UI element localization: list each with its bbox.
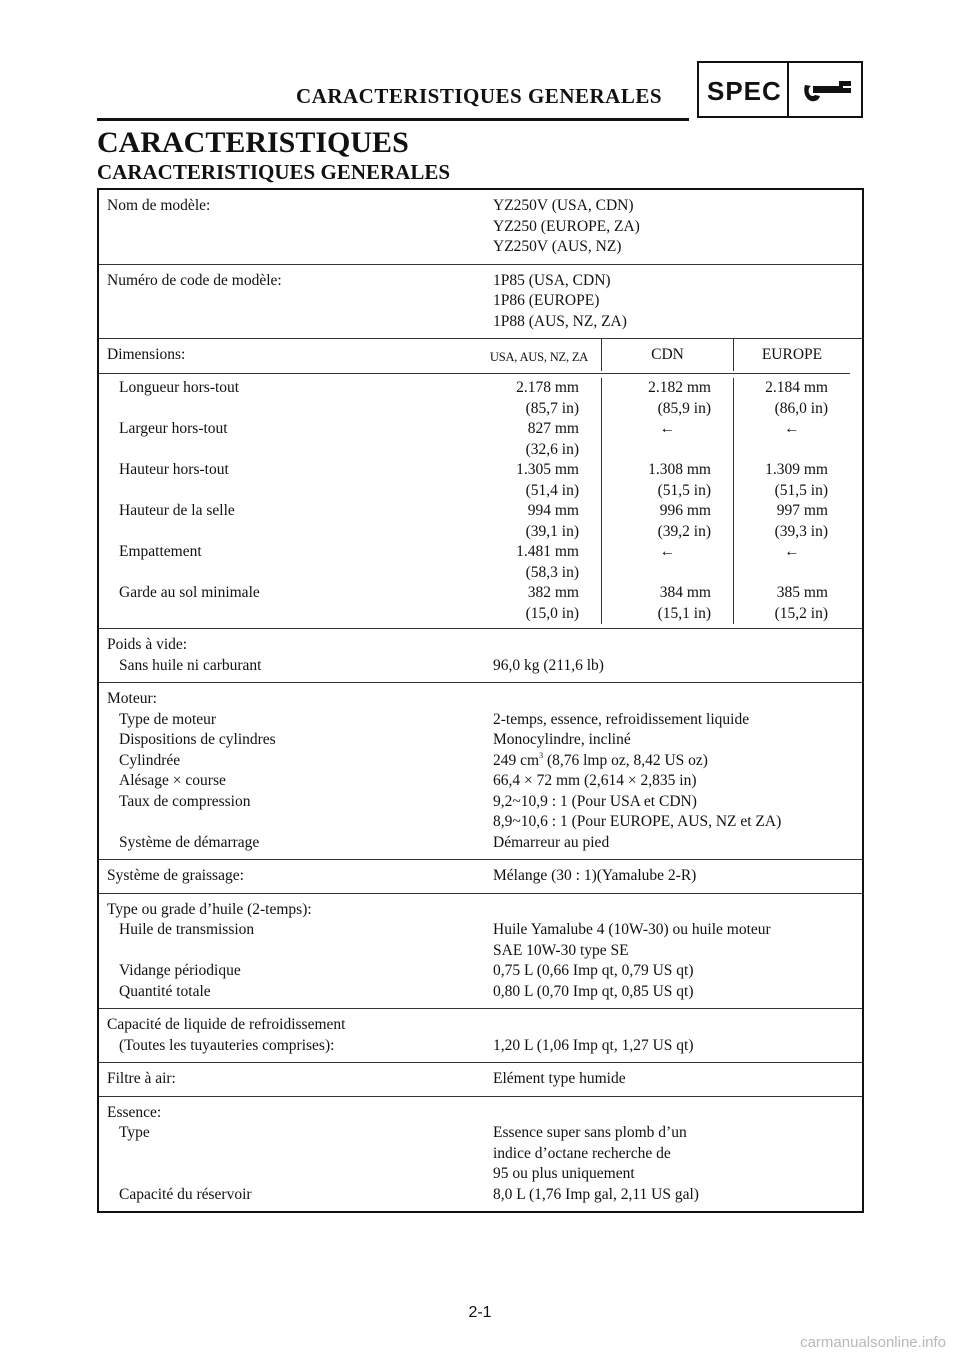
- coolant-label: Capacité de liquide de refroidissement: [107, 1016, 346, 1033]
- dimension-value: 2.182 mm: [601, 378, 733, 399]
- fuel-label: Essence:: [107, 1103, 162, 1121]
- dimension-value: 994 mm: [527, 502, 579, 519]
- dimension-value: [601, 440, 733, 461]
- engine-cyl-value: Monocylindre, incliné: [493, 731, 631, 748]
- dimension-value: 1.481 mm: [516, 543, 579, 560]
- header-title: CARACTERISTIQUES GENERALES: [296, 84, 663, 108]
- code-label: Numéro de code de modèle:: [107, 271, 282, 289]
- engine-disp-label: Cylindrée: [119, 751, 181, 769]
- engine-comp-value: 9,2~10,9 : 1 (Pour USA et CDN): [493, 792, 697, 810]
- dimension-value: ←: [733, 419, 850, 440]
- dimension-value: (85,7 in): [525, 399, 579, 417]
- engine-bore-label: Alésage × course: [119, 772, 226, 789]
- spec-badge-divider: [787, 63, 789, 116]
- model-value: YZ250V (AUS, NZ): [493, 238, 622, 255]
- dimensions-label: Dimensions:: [107, 346, 186, 363]
- dimensions-header-rule: [99, 373, 850, 374]
- dimension-label-spacer: [99, 481, 477, 502]
- air-filter-value: Elément type humide: [493, 1070, 626, 1087]
- dimension-value: 1.308 mm: [601, 460, 733, 481]
- weight-value: 96,0 kg (211,6 lb): [493, 656, 604, 674]
- dimension-value: 2.178 mm: [516, 379, 579, 396]
- oil-row: [99, 894, 862, 1009]
- wrench-icon: [801, 75, 853, 107]
- dimension-value: 1.305 mm: [516, 461, 579, 478]
- dimensions-col-header: EUROPE: [733, 339, 850, 371]
- dimensions-col-header: USA, AUS, NZ, ZA: [489, 350, 589, 364]
- dimension-label: Longueur hors-tout: [119, 379, 240, 396]
- code-value: 1P86 (EUROPE): [493, 292, 600, 309]
- dimension-value: (15,0 in): [525, 604, 579, 622]
- dimensions-grid: [99, 339, 862, 374]
- lubrication-label: Système de graissage:: [107, 867, 244, 884]
- engine-type-label: Type de moteur: [119, 710, 217, 728]
- code-value: 1P85 (USA, CDN): [493, 271, 611, 289]
- model-row: [99, 190, 862, 264]
- dimension-value: (51,5 in): [601, 481, 733, 502]
- engine-bore-value: 66,4 × 72 mm (2,614 × 2,835 in): [493, 772, 697, 789]
- dimension-label-spacer: [99, 604, 477, 625]
- model-value: YZ250V (USA, CDN): [493, 197, 634, 214]
- dimension-value: 827 mm: [527, 420, 579, 437]
- dimension-value: (39,2 in): [601, 522, 733, 543]
- dimension-value: [601, 563, 733, 584]
- engine-disp-value: [493, 751, 862, 772]
- dimension-value: (51,5 in): [733, 481, 850, 502]
- oil-trans-label: Huile de transmission: [119, 921, 255, 938]
- oil-trans-value: Huile Yamalube 4 (10W-30) ou huile moteur: [493, 921, 771, 938]
- coolant-value: 1,20 L (1,06 Imp qt, 1,27 US qt): [493, 1036, 694, 1054]
- oil-trans-value: SAE 10W-30 type SE: [493, 941, 629, 959]
- lubrication-value: Mélange (30 : 1)(Yamalube 2-R): [493, 867, 697, 884]
- dimension-label: Largeur hors-tout: [119, 420, 228, 437]
- air-filter-label: Filtre à air:: [107, 1070, 176, 1087]
- engine-disp-sup: 3: [539, 750, 544, 760]
- page-title: CARACTERISTIQUES: [97, 126, 409, 159]
- dimension-value: (15,1 in): [601, 604, 733, 625]
- engine-start-value: Démarreur au pied: [493, 833, 610, 851]
- engine-type-value: 2-temps, essence, refroidissement liquide: [493, 710, 750, 728]
- dimension-label: Empattement: [119, 543, 202, 560]
- dimension-value: (86,0 in): [733, 399, 850, 420]
- coolant-row: [99, 1009, 862, 1062]
- fuel-type-value: indice d’octane recherche de: [493, 1144, 671, 1162]
- dimension-value: 2.184 mm: [733, 378, 850, 399]
- dimension-label-spacer: [99, 522, 477, 543]
- spec-badge: [697, 61, 863, 118]
- dimension-value: [733, 563, 850, 584]
- dimension-label-spacer: [99, 399, 477, 420]
- oil-periodic-value: 0,75 L (0,66 Imp qt, 0,79 US qt): [493, 962, 694, 979]
- dimension-label-spacer: [99, 440, 477, 461]
- fuel-row: [99, 1097, 862, 1212]
- dimensions-body: [99, 374, 862, 628]
- oil-periodic-label: Vidange périodique: [119, 962, 241, 979]
- dimension-value: (51,4 in): [525, 481, 579, 499]
- header-rule: [97, 118, 689, 121]
- dimension-value: (85,9 in): [601, 399, 733, 420]
- dimension-value: 384 mm: [601, 583, 733, 604]
- dimension-value: (15,2 in): [733, 604, 850, 625]
- section-title: CARACTERISTIQUES GENERALES: [97, 160, 451, 184]
- oil-total-label: Quantité totale: [119, 982, 211, 1000]
- weight-row: [99, 629, 862, 682]
- fuel-type-label: Type: [119, 1124, 150, 1141]
- dimension-value: 382 mm: [527, 584, 579, 601]
- engine-comp-label: Taux de compression: [119, 792, 251, 810]
- dimension-label: Hauteur de la selle: [119, 502, 235, 519]
- dimension-value: ←: [733, 542, 850, 563]
- fuel-type-value: Essence super sans plomb d’un: [493, 1124, 687, 1141]
- code-row: [99, 265, 862, 339]
- dimension-value: (32,6 in): [525, 440, 579, 458]
- dimension-value: 996 mm: [601, 501, 733, 522]
- dimension-value: ←: [601, 419, 733, 440]
- code-value: 1P88 (AUS, NZ, ZA): [493, 312, 627, 330]
- dimension-value: 1.309 mm: [733, 460, 850, 481]
- weight-sub-label: Sans huile ni carburant: [119, 656, 262, 674]
- fuel-type-value: 95 ou plus uniquement: [493, 1165, 635, 1182]
- engine-row: [99, 683, 862, 859]
- model-label: Nom de modèle:: [107, 197, 211, 214]
- engine-disp-value-a: 249 cm: [493, 751, 540, 769]
- oil-label: Type ou grade d’huile (2-temps):: [107, 900, 312, 918]
- dimension-value: (39,3 in): [733, 522, 850, 543]
- page-number: 2-1: [468, 1304, 492, 1321]
- spec-badge-label: SPEC: [707, 76, 782, 106]
- model-value: YZ250 (EUROPE, ZA): [493, 217, 640, 235]
- dimension-value: [733, 440, 850, 461]
- oil-total-value: 0,80 L (0,70 Imp qt, 0,85 US qt): [493, 982, 694, 1000]
- air-filter-row: [99, 1063, 862, 1096]
- fuel-tank-label: Capacité du réservoir: [119, 1185, 252, 1203]
- fuel-tank-value: 8,0 L (1,76 Imp gal, 2,11 US gal): [493, 1185, 699, 1203]
- weight-label: Poids à vide:: [107, 636, 188, 653]
- dimension-value: (39,1 in): [525, 522, 579, 540]
- dimensions-col-header: CDN: [601, 339, 733, 371]
- dimension-label: Garde au sol minimale: [119, 584, 260, 601]
- dimension-value: 997 mm: [733, 501, 850, 522]
- engine-cyl-label: Dispositions de cylindres: [119, 731, 276, 748]
- dimension-label-spacer: [99, 563, 477, 584]
- engine-start-label: Système de démarrage: [119, 833, 260, 851]
- dimension-value: 385 mm: [733, 583, 850, 604]
- spec-table: [97, 188, 864, 1213]
- engine-label: Moteur:: [107, 690, 157, 707]
- coolant-sub-label: (Toutes les tuyauteries comprises):: [119, 1036, 335, 1054]
- dimension-value: ←: [601, 542, 733, 563]
- dimension-label: Hauteur hors-tout: [119, 461, 229, 478]
- watermark: carmanualsonline.info: [800, 1334, 946, 1351]
- engine-comp-value: 8,9~10,6 : 1 (Pour EUROPE, AUS, NZ et ZA): [493, 813, 782, 830]
- lubrication-row: [99, 860, 862, 893]
- engine-disp-value-b: (8,76 lmp oz, 8,42 US oz): [543, 751, 708, 769]
- dimension-value: (58,3 in): [525, 563, 579, 581]
